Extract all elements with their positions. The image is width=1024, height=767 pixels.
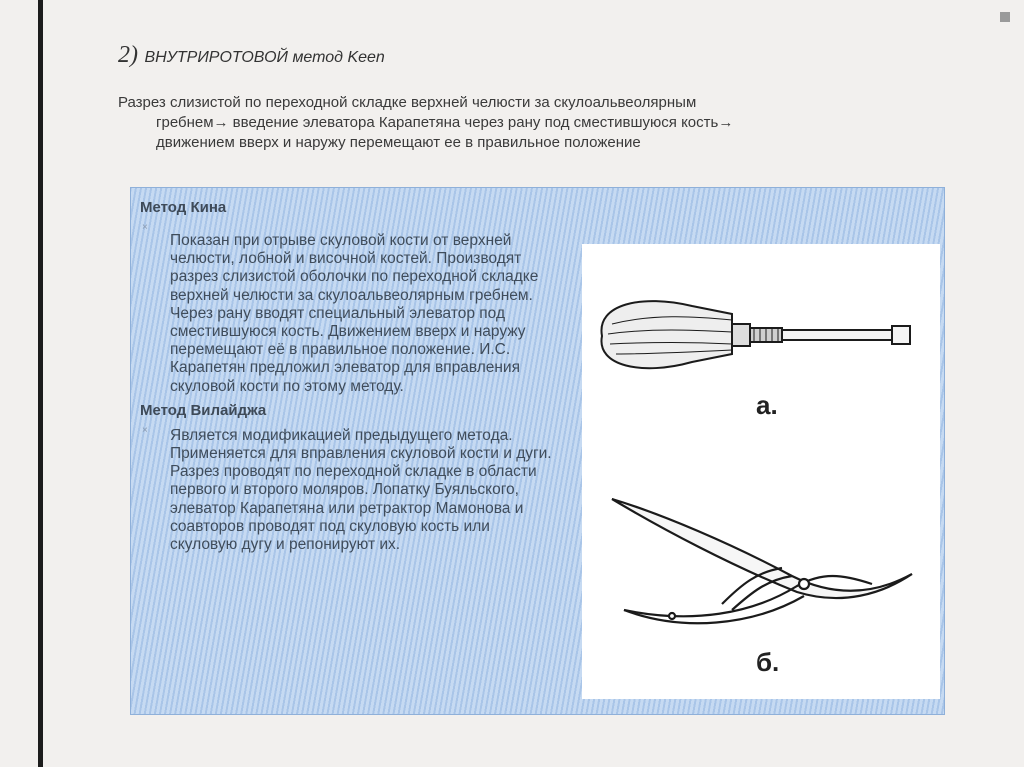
- title-number: 2): [118, 42, 138, 68]
- section-text-vilaidzh: Является модификацией предыдущего метода. Применяется для вправления скуловой кости и дуги. Разрез проводят по переходной складке в области первого и второго моляров. Лопатку Буяльского, элеватор Карапетяна или ретрактор Мамонова и соавторов проводят под скуловую кость или скуловую дугу и репонируют их.: [170, 426, 552, 554]
- label-a: а.: [756, 390, 778, 420]
- title-text: ВНУТРИРОТОВОЙ метод Keen: [144, 49, 385, 66]
- section-title-keen: Метод Кина: [140, 199, 227, 216]
- instruments-drawing: [582, 244, 940, 699]
- elevator-instrument-icon: [601, 301, 910, 368]
- figure-text-column: [140, 199, 560, 554]
- retractor-forceps-icon: [612, 499, 912, 623]
- label-b: б.: [756, 647, 780, 677]
- slide-title: [118, 42, 385, 69]
- bullet-icon: ×: [142, 222, 148, 233]
- instruments-illustration: [582, 244, 940, 699]
- left-accent-bar: [38, 0, 43, 767]
- body-line-1: Разрез слизистой по переходной складке верхней челюсти за скулоальвеолярным: [118, 94, 697, 111]
- section-title-vilaidzh: Метод Вилайджа: [140, 401, 267, 419]
- body-line-3: движением вверх и наружу перемещают ее в правильное положение: [156, 134, 641, 151]
- embedded-figure: [130, 187, 945, 715]
- bullet-icon: ×: [142, 424, 148, 436]
- slide-body-text: [118, 93, 908, 153]
- body-line-2: гребнем→ введение элеватора Карапетяна через рану под сместившуюся кость→: [156, 114, 734, 131]
- corner-marker: [1000, 12, 1010, 22]
- section-text-keen: Показан при отрыве скуловой кости от верхней челюсти, лобной и височной костей. Производят разрез слизистой оболочки по переходной складке верхней челюсти за скулоальвеолярным гребнем. Через рану вводят специальный элеватор под сместившуюся кость. Движением вверх и наружу перемещают её в правильное положение. И.С. Карапетян предложил элеватор для вправления скуловой кости по этому методу.: [170, 232, 539, 395]
